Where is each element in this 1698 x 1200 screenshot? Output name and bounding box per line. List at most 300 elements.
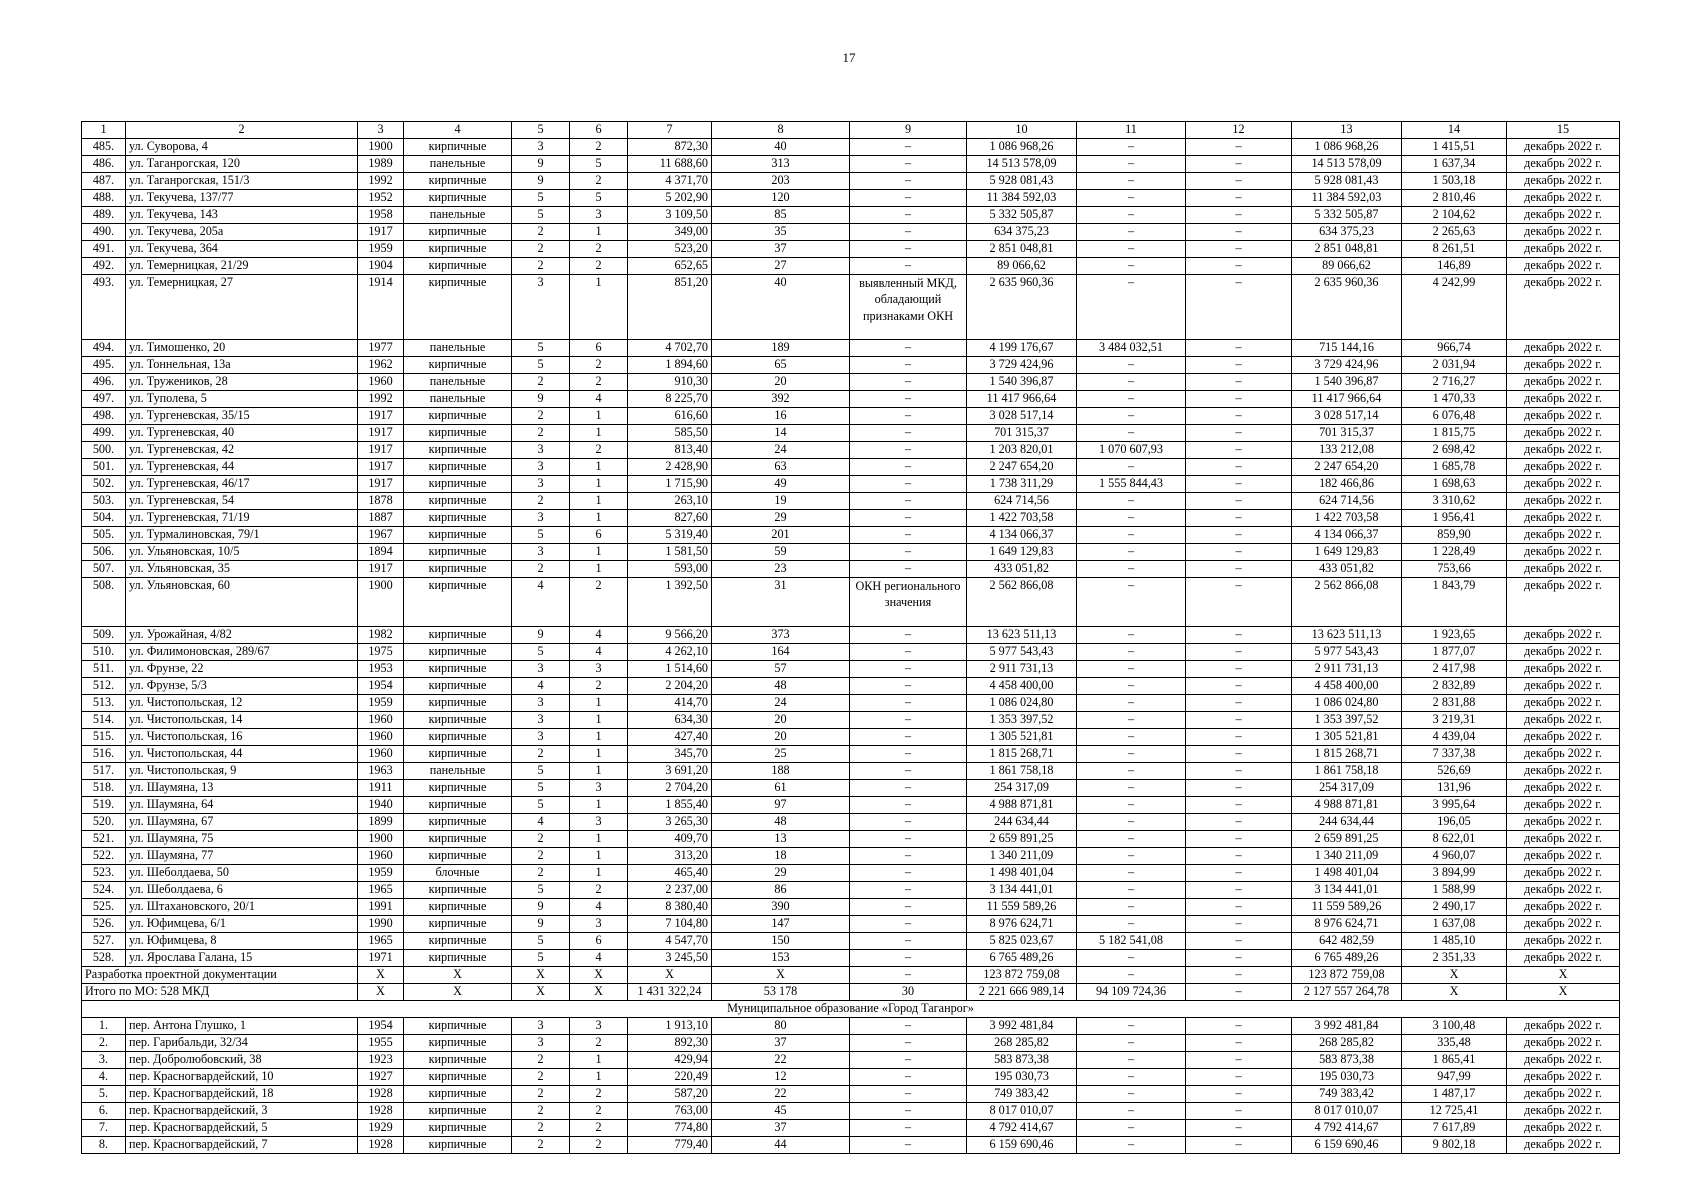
table-cell-col-13: 5 928 081,43 (1292, 173, 1402, 190)
table-cell-col-12: – (1186, 712, 1292, 729)
table-cell-col-1: 513. (82, 695, 126, 712)
table-cell-col-6: 2 (570, 139, 628, 156)
total-row-label: Итого по МО: 528 МКД (82, 984, 358, 1001)
table-cell-col-1: 503. (82, 493, 126, 510)
table-cell-col-9: – (850, 780, 967, 797)
table-cell-col-7: 409,70 (628, 831, 712, 848)
table-cell-col-15: декабрь 2022 г. (1507, 224, 1620, 241)
table-cell-col-4: кирпичные (404, 357, 512, 374)
table-cell-col-3: 1960 (358, 848, 404, 865)
table-cell-col-3: 1917 (358, 224, 404, 241)
table-cell-col-5: 2 (512, 1069, 570, 1086)
table-cell-col-5: 2 (512, 258, 570, 275)
table-cell-col-4: кирпичные (404, 527, 512, 544)
table-cell-col-12: – (1186, 831, 1292, 848)
table-cell-col-10: 3 729 424,96 (967, 357, 1077, 374)
table-cell-col-13: 244 634,44 (1292, 814, 1402, 831)
table-cell-col-5: 2 (512, 1103, 570, 1120)
table-cell-col-10: 1 340 211,09 (967, 848, 1077, 865)
table-cell-col-13: 3 028 517,14 (1292, 408, 1402, 425)
table-cell-col-3: 1917 (358, 561, 404, 578)
table-cell-col-5: 3 (512, 729, 570, 746)
table-cell-col-4: кирпичные (404, 258, 512, 275)
table-cell-col-3: 1959 (358, 695, 404, 712)
table-cell-col-4: кирпичные (404, 578, 512, 627)
table-cell-col-5: 5 (512, 527, 570, 544)
table-row (82, 561, 1620, 578)
table-cell-col-7: 585,50 (628, 425, 712, 442)
table-cell-col-13: 2 635 960,36 (1292, 275, 1402, 340)
table-cell-col-7: 892,30 (628, 1035, 712, 1052)
table-cell-col-15: декабрь 2022 г. (1507, 1035, 1620, 1052)
table-cell-col-8: 203 (712, 173, 850, 190)
table-cell-col-7: 2 704,20 (628, 780, 712, 797)
table-cell-col-4: кирпичные (404, 1103, 512, 1120)
table-cell-col-14: 1 843,79 (1402, 578, 1507, 627)
table-cell-col-10: 1 086 024,80 (967, 695, 1077, 712)
table-cell-col-7: 3 245,50 (628, 950, 712, 967)
table-cell-col-10: 6 159 690,46 (967, 1137, 1077, 1154)
table-cell-col-3: 1960 (358, 712, 404, 729)
table-cell-col-14: X (1402, 967, 1507, 984)
table-cell-col-8: 392 (712, 391, 850, 408)
column-number-header: 6 (570, 122, 628, 139)
table-cell-col-8: 14 (712, 425, 850, 442)
table-cell-col-1: 499. (82, 425, 126, 442)
table-cell-col-8: 61 (712, 780, 850, 797)
table-cell-col-4: кирпичные (404, 408, 512, 425)
table-cell-col-2: ул. Тургеневская, 35/15 (126, 408, 358, 425)
table-cell-col-6: 1 (570, 712, 628, 729)
table-cell-col-15: декабрь 2022 г. (1507, 797, 1620, 814)
table-cell-col-14: 2 831,88 (1402, 695, 1507, 712)
table-cell-col-7: 910,30 (628, 374, 712, 391)
table-cell-col-6: 4 (570, 627, 628, 644)
table-cell-col-12: – (1186, 1137, 1292, 1154)
table-cell-col-5: 3 (512, 275, 570, 340)
table-cell-col-1: 6. (82, 1103, 126, 1120)
table-cell-col-11: – (1077, 1052, 1186, 1069)
table-cell-col-1: 496. (82, 374, 126, 391)
table-cell-col-10: 4 792 414,67 (967, 1120, 1077, 1137)
table-row (82, 408, 1620, 425)
table-cell-col-9: – (850, 916, 967, 933)
table-cell-col-4: кирпичные (404, 1086, 512, 1103)
table-cell-col-5: 3 (512, 544, 570, 561)
table-cell-col-13: 624 714,56 (1292, 493, 1402, 510)
table-cell-col-4: кирпичные (404, 780, 512, 797)
table-cell-col-8: 18 (712, 848, 850, 865)
table-cell-col-10: 749 383,42 (967, 1086, 1077, 1103)
table-cell-col-3: 1965 (358, 882, 404, 899)
table-cell-col-8: 150 (712, 933, 850, 950)
table-cell-col-11: – (1077, 746, 1186, 763)
table-cell-col-12: – (1186, 797, 1292, 814)
table-cell-col-10: 3 992 481,84 (967, 1018, 1077, 1035)
table-cell-col-5: 3 (512, 661, 570, 678)
table-cell-col-1: 512. (82, 678, 126, 695)
table-cell-col-3: 1960 (358, 374, 404, 391)
table-cell-col-3: 1887 (358, 510, 404, 527)
table-cell-col-11: 94 109 724,36 (1077, 984, 1186, 1001)
table-cell-col-14: 1 877,07 (1402, 644, 1507, 661)
table-cell-col-8: 22 (712, 1052, 850, 1069)
table-cell-col-5: 3 (512, 1018, 570, 1035)
table-cell-col-10: 5 928 081,43 (967, 173, 1077, 190)
table-cell-col-12: – (1186, 190, 1292, 207)
table-row (82, 510, 1620, 527)
table-cell-col-4: кирпичные (404, 139, 512, 156)
table-cell-col-10: 13 623 511,13 (967, 627, 1077, 644)
table-cell-col-3: 1982 (358, 627, 404, 644)
table-cell-col-7: 5 319,40 (628, 527, 712, 544)
table-cell-col-13: 701 315,37 (1292, 425, 1402, 442)
column-number-header: 9 (850, 122, 967, 139)
table-cell-col-1: 3. (82, 1052, 126, 1069)
table-cell-col-5: 9 (512, 173, 570, 190)
table-cell-col-5: 2 (512, 493, 570, 510)
table-cell-col-4: кирпичные (404, 678, 512, 695)
table-cell-col-14: 2 417,98 (1402, 661, 1507, 678)
table-cell-col-6: 1 (570, 476, 628, 493)
table-cell-col-6: 1 (570, 275, 628, 340)
table-cell-col-11: – (1077, 190, 1186, 207)
table-row (82, 493, 1620, 510)
table-row (82, 797, 1620, 814)
table-cell-col-11: – (1077, 1120, 1186, 1137)
table-cell-col-5: 5 (512, 780, 570, 797)
table-cell-col-12: – (1186, 1018, 1292, 1035)
table-cell-col-11: 5 182 541,08 (1077, 933, 1186, 950)
table-cell-col-10: 195 030,73 (967, 1069, 1077, 1086)
table-row (82, 1052, 1620, 1069)
table-row (82, 173, 1620, 190)
table-cell-col-7: 9 566,20 (628, 627, 712, 644)
table-cell-col-13: 1 086 968,26 (1292, 139, 1402, 156)
column-number-header: 4 (404, 122, 512, 139)
table-cell-col-2: пер. Красногвардейский, 5 (126, 1120, 358, 1137)
table-cell-col-11: – (1077, 1018, 1186, 1035)
table-cell-col-4: кирпичные (404, 933, 512, 950)
table-cell-col-9: – (850, 224, 967, 241)
table-cell-col-1: 497. (82, 391, 126, 408)
table-cell-col-6: 2 (570, 241, 628, 258)
table-cell-col-2: ул. Штахановского, 20/1 (126, 899, 358, 916)
table-cell-col-13: 123 872 759,08 (1292, 967, 1402, 984)
table-cell-col-15: декабрь 2022 г. (1507, 459, 1620, 476)
table-cell-col-15: декабрь 2022 г. (1507, 627, 1620, 644)
table-cell-col-7: 872,30 (628, 139, 712, 156)
table-cell-col-12: – (1186, 241, 1292, 258)
table-cell-col-9: – (850, 510, 967, 527)
table-cell-col-1: 516. (82, 746, 126, 763)
table-row (82, 275, 1620, 340)
table-cell-col-5: 2 (512, 241, 570, 258)
table-cell-col-8: 85 (712, 207, 850, 224)
table-cell-col-3: 1904 (358, 258, 404, 275)
table-cell-col-6: 3 (570, 916, 628, 933)
table-cell-col-11: – (1077, 139, 1186, 156)
table-cell-col-2: пер. Антона Глушко, 1 (126, 1018, 358, 1035)
table-cell-col-3: 1991 (358, 899, 404, 916)
table-cell-col-1: 510. (82, 644, 126, 661)
table-cell-col-4: панельные (404, 156, 512, 173)
table-cell-col-15: декабрь 2022 г. (1507, 1086, 1620, 1103)
table-cell-col-14: 2 351,33 (1402, 950, 1507, 967)
table-cell-col-14: 1 485,10 (1402, 933, 1507, 950)
table-cell-col-1: 521. (82, 831, 126, 848)
table-cell-col-13: 5 332 505,87 (1292, 207, 1402, 224)
table-cell-col-8: 25 (712, 746, 850, 763)
column-number-header: 14 (1402, 122, 1507, 139)
table-cell-col-10: 5 825 023,67 (967, 933, 1077, 950)
table-cell-col-15: декабрь 2022 г. (1507, 391, 1620, 408)
table-cell-col-10: 14 513 578,09 (967, 156, 1077, 173)
table-cell-col-11: 1 555 844,43 (1077, 476, 1186, 493)
table-cell-col-15: декабрь 2022 г. (1507, 527, 1620, 544)
table-cell-col-2: ул. Текучева, 137/77 (126, 190, 358, 207)
table-cell-col-12: – (1186, 933, 1292, 950)
table-cell-col-2: ул. Урожайная, 4/82 (126, 627, 358, 644)
table-cell-col-2: ул. Туполева, 5 (126, 391, 358, 408)
table-cell-col-13: 5 977 543,43 (1292, 644, 1402, 661)
table-cell-col-8: 40 (712, 275, 850, 340)
table-cell-col-7: 827,60 (628, 510, 712, 527)
table-cell-col-7: 774,80 (628, 1120, 712, 1137)
table-cell-col-7: 7 104,80 (628, 916, 712, 933)
table-cell-col-2: ул. Ульяновская, 10/5 (126, 544, 358, 561)
table-cell-col-6: 5 (570, 156, 628, 173)
table-cell-col-8: 31 (712, 578, 850, 627)
table-cell-col-2: пер. Красногвардейский, 10 (126, 1069, 358, 1086)
table-cell-col-7: 523,20 (628, 241, 712, 258)
table-cell-col-13: 2 562 866,08 (1292, 578, 1402, 627)
table-cell-col-15: X (1507, 967, 1620, 984)
table-header-row (82, 122, 1620, 139)
table-cell-col-6: 3 (570, 661, 628, 678)
table-cell-col-13: 89 066,62 (1292, 258, 1402, 275)
table-cell-col-8: 86 (712, 882, 850, 899)
table-cell-col-13: 8 976 624,71 (1292, 916, 1402, 933)
table-cell-col-14: 2 031,94 (1402, 357, 1507, 374)
table-cell-col-7: 3 265,30 (628, 814, 712, 831)
table-cell-col-11: – (1077, 241, 1186, 258)
table-cell-col-15: декабрь 2022 г. (1507, 899, 1620, 916)
table-cell-col-10: 1 861 758,18 (967, 763, 1077, 780)
table-cell-col-14: 12 725,41 (1402, 1103, 1507, 1120)
table-cell-col-10: 123 872 759,08 (967, 967, 1077, 984)
table-cell-col-15: декабрь 2022 г. (1507, 241, 1620, 258)
table-cell-col-8: 153 (712, 950, 850, 967)
table-cell-col-12: – (1186, 156, 1292, 173)
table-cell-col-6: 1 (570, 831, 628, 848)
table-cell-col-14: 2 810,46 (1402, 190, 1507, 207)
table-cell-col-7: 2 428,90 (628, 459, 712, 476)
table-cell-col-14: 3 894,99 (1402, 865, 1507, 882)
table-cell-col-4: кирпичные (404, 442, 512, 459)
table-cell-col-11: – (1077, 544, 1186, 561)
table-cell-col-12: – (1186, 224, 1292, 241)
table-cell-col-1: 509. (82, 627, 126, 644)
column-number-header: 12 (1186, 122, 1292, 139)
table-cell-col-11: – (1077, 1035, 1186, 1052)
table-cell-col-2: ул. Тургеневская, 40 (126, 425, 358, 442)
table-cell-col-14: 2 832,89 (1402, 678, 1507, 695)
table-cell-col-3: 1959 (358, 241, 404, 258)
table-cell-col-9: – (850, 967, 967, 984)
table-cell-col-6: 2 (570, 442, 628, 459)
table-cell-col-9: – (850, 1086, 967, 1103)
table-cell-col-1: 488. (82, 190, 126, 207)
table-cell-col-15: декабрь 2022 г. (1507, 190, 1620, 207)
table-cell-col-14: 9 802,18 (1402, 1137, 1507, 1154)
table-cell-col-8: 16 (712, 408, 850, 425)
table-cell-col-6: 2 (570, 882, 628, 899)
table-cell-col-15: декабрь 2022 г. (1507, 848, 1620, 865)
table-cell-col-15: декабрь 2022 г. (1507, 578, 1620, 627)
table-cell-col-6: 1 (570, 695, 628, 712)
table-cell-col-2: ул. Тоннельная, 13а (126, 357, 358, 374)
table-cell-col-1: 505. (82, 527, 126, 544)
table-cell-col-5: 5 (512, 882, 570, 899)
table-cell-col-10: 11 417 966,64 (967, 391, 1077, 408)
table-cell-col-9: – (850, 544, 967, 561)
table-cell-col-1: 493. (82, 275, 126, 340)
table-cell-col-1: 494. (82, 340, 126, 357)
table-cell-col-6: 1 (570, 544, 628, 561)
table-cell-col-4: кирпичные (404, 241, 512, 258)
table-cell-col-14: 7 337,38 (1402, 746, 1507, 763)
table-cell-col-1: 520. (82, 814, 126, 831)
table-cell-col-10: 1 203 820,01 (967, 442, 1077, 459)
table-cell-col-12: – (1186, 1052, 1292, 1069)
table-row (82, 1069, 1620, 1086)
table-cell-col-11: – (1077, 459, 1186, 476)
table-cell-col-14: 1 815,75 (1402, 425, 1507, 442)
table-cell-col-7: 5 202,90 (628, 190, 712, 207)
table-cell-col-11: – (1077, 578, 1186, 627)
table-cell-col-4: кирпичные (404, 729, 512, 746)
table-cell-col-15: декабрь 2022 г. (1507, 950, 1620, 967)
table-cell-col-11: – (1077, 712, 1186, 729)
table-cell-col-6: 4 (570, 391, 628, 408)
table-cell-col-1: 498. (82, 408, 126, 425)
table-cell-col-11: – (1077, 763, 1186, 780)
table-cell-col-1: 511. (82, 661, 126, 678)
table-cell-col-3: 1960 (358, 746, 404, 763)
table-cell-col-6: 1 (570, 865, 628, 882)
table-cell-col-5: 2 (512, 831, 570, 848)
table-cell-col-11: – (1077, 275, 1186, 340)
table-cell-col-6: 3 (570, 814, 628, 831)
table-cell-col-13: 6 765 489,26 (1292, 950, 1402, 967)
table-cell-col-6: 1 (570, 848, 628, 865)
table-cell-col-3: 1940 (358, 797, 404, 814)
table-cell-col-12: – (1186, 425, 1292, 442)
table-cell-col-1: 507. (82, 561, 126, 578)
table-cell-col-9: – (850, 1103, 967, 1120)
table-cell-col-7: 1 514,60 (628, 661, 712, 678)
table-cell-col-13: 133 212,08 (1292, 442, 1402, 459)
table-cell-col-3: 1894 (358, 544, 404, 561)
table-cell-col-9: – (850, 695, 967, 712)
table-cell-col-14: 1 228,49 (1402, 544, 1507, 561)
table-row (82, 207, 1620, 224)
table-cell-col-4: кирпичные (404, 544, 512, 561)
table-cell-col-8: 120 (712, 190, 850, 207)
table-cell-col-2: ул. Тургеневская, 46/17 (126, 476, 358, 493)
table-cell-col-12: – (1186, 848, 1292, 865)
table-row (82, 1103, 1620, 1120)
table-cell-col-1: 502. (82, 476, 126, 493)
table-cell-col-14: 146,89 (1402, 258, 1507, 275)
table-cell-col-3: 1928 (358, 1103, 404, 1120)
table-row (82, 950, 1620, 967)
table-cell-col-7: X (628, 967, 712, 984)
table-cell-col-4: панельные (404, 763, 512, 780)
table-cell-col-14: 1 923,65 (1402, 627, 1507, 644)
table-cell-col-12: – (1186, 207, 1292, 224)
table-cell-col-13: 11 384 592,03 (1292, 190, 1402, 207)
table-cell-col-13: 13 623 511,13 (1292, 627, 1402, 644)
table-cell-col-3: X (358, 967, 404, 984)
table-cell-col-8: 23 (712, 561, 850, 578)
page-number: 17 (842, 50, 856, 65)
table-cell-col-1: 487. (82, 173, 126, 190)
table-cell-col-14: 966,74 (1402, 340, 1507, 357)
table-cell-col-4: кирпичные (404, 712, 512, 729)
table-cell-col-11: – (1077, 882, 1186, 899)
table-cell-col-11: – (1077, 627, 1186, 644)
table-cell-col-8: 24 (712, 695, 850, 712)
table-cell-col-11: – (1077, 916, 1186, 933)
table-cell-col-9: 30 (850, 984, 967, 1001)
table-cell-col-8: 313 (712, 156, 850, 173)
table-cell-col-2: ул. Фрунзе, 22 (126, 661, 358, 678)
table-cell-col-2: ул. Текучева, 364 (126, 241, 358, 258)
table-cell-col-2: ул. Ульяновская, 35 (126, 561, 358, 578)
table-cell-col-1: 485. (82, 139, 126, 156)
table-cell-col-13: 2 851 048,81 (1292, 241, 1402, 258)
table-cell-col-2: ул. Чистопольская, 44 (126, 746, 358, 763)
table-cell-col-15: декабрь 2022 г. (1507, 1018, 1620, 1035)
table-cell-col-12: – (1186, 340, 1292, 357)
table-cell-col-7: 345,70 (628, 746, 712, 763)
table-cell-col-1: 486. (82, 156, 126, 173)
table-row (82, 476, 1620, 493)
table-cell-col-2: ул. Чистопольская, 16 (126, 729, 358, 746)
column-number-header: 13 (1292, 122, 1402, 139)
table-cell-col-15: декабрь 2022 г. (1507, 425, 1620, 442)
table-cell-col-5: 5 (512, 644, 570, 661)
table-cell-col-15: декабрь 2022 г. (1507, 814, 1620, 831)
table-cell-col-7: 427,40 (628, 729, 712, 746)
table-cell-col-14: 1 637,34 (1402, 156, 1507, 173)
table-cell-col-2: пер. Добролюбовский, 38 (126, 1052, 358, 1069)
table-row (82, 1137, 1620, 1154)
table-cell-col-14: 1 956,41 (1402, 510, 1507, 527)
table-cell-col-1: 495. (82, 357, 126, 374)
table-cell-col-3: 1971 (358, 950, 404, 967)
table-cell-col-11: – (1077, 678, 1186, 695)
table-cell-col-10: 1 649 129,83 (967, 544, 1077, 561)
table-cell-col-12: – (1186, 661, 1292, 678)
table-cell-col-4: кирпичные (404, 899, 512, 916)
table-cell-col-13: 715 144,16 (1292, 340, 1402, 357)
table-cell-col-2: ул. Темерницкая, 21/29 (126, 258, 358, 275)
table-cell-col-5: X (512, 967, 570, 984)
table-cell-col-12: – (1186, 527, 1292, 544)
